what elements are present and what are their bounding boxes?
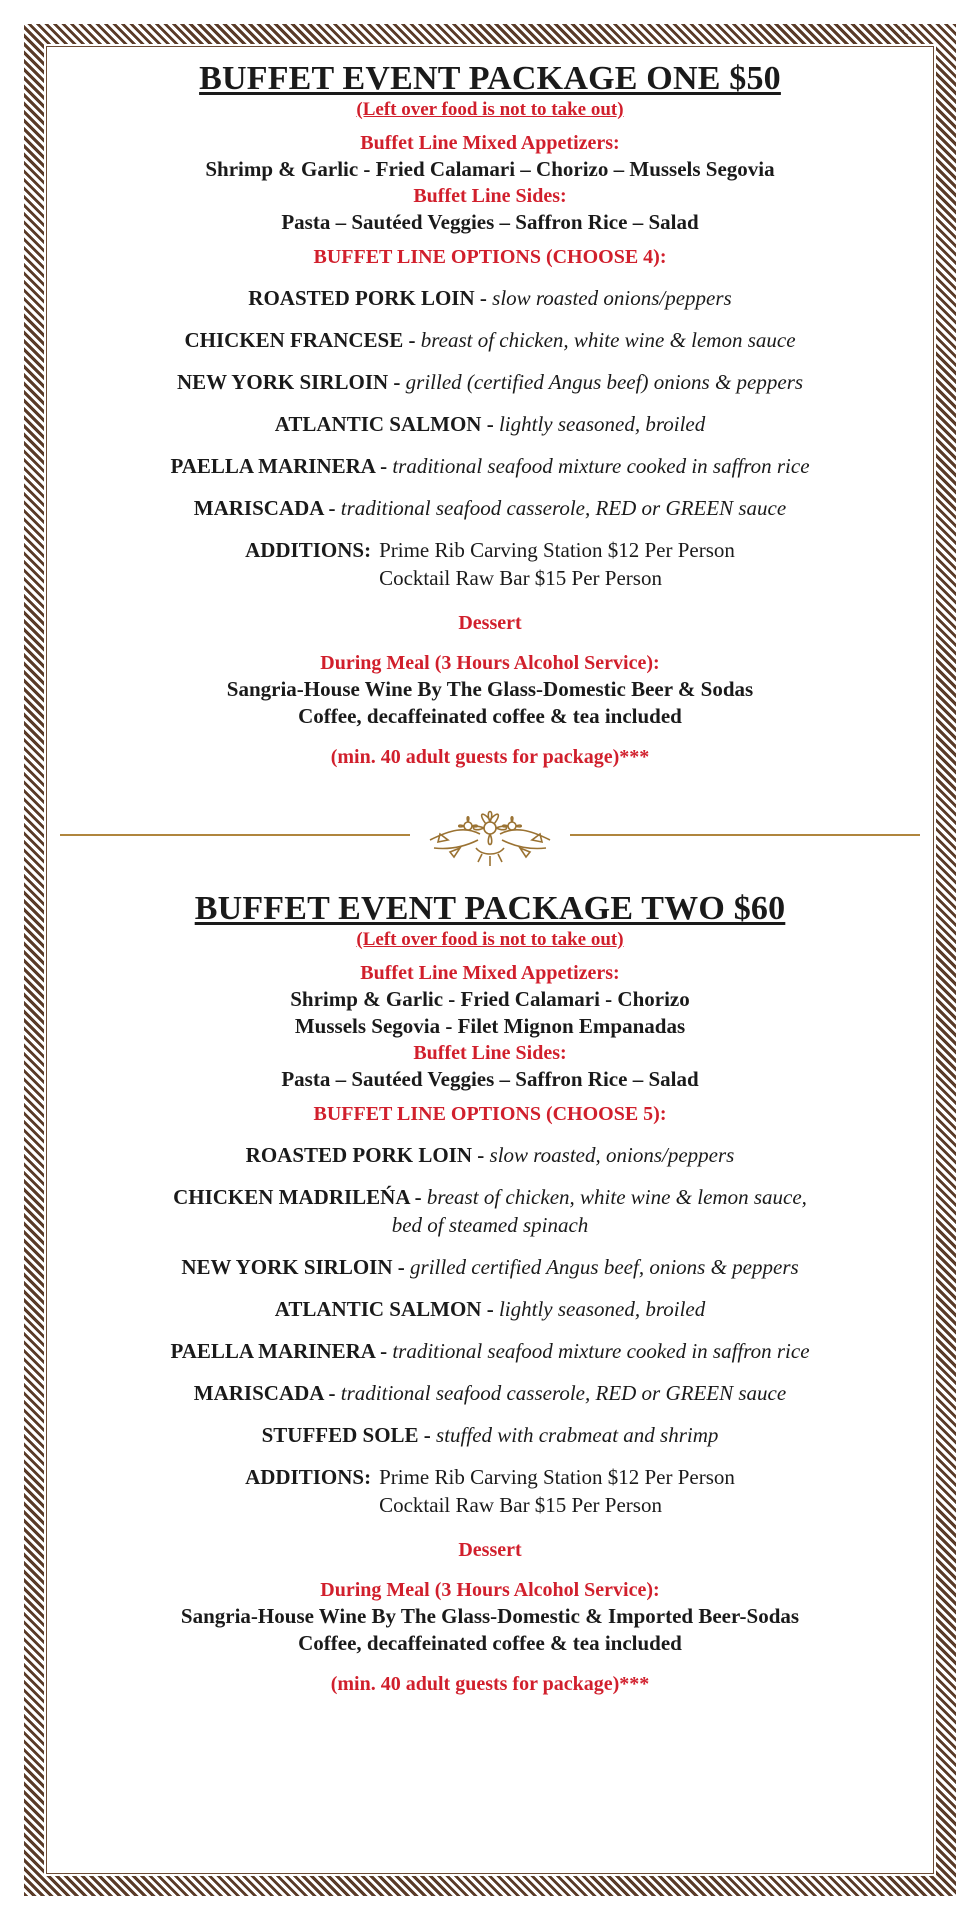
item-name: MARISCADA -: [193, 1381, 336, 1405]
during-meal-heading: During Meal (3 Hours Alcohol Service):: [320, 1579, 660, 1601]
menu-item: [60, 1379, 920, 1407]
item-name: NEW YORK SIRLOIN -: [181, 1255, 405, 1279]
item-description: breast of chicken, white wine & lemon sauce,: [426, 1185, 807, 1209]
menu-item: [60, 1141, 920, 1169]
addition-item: Prime Rib Carving Station $12 Per Person: [379, 1465, 735, 1489]
item-name: ROASTED PORK LOIN -: [245, 1143, 485, 1167]
menu-item: [60, 1183, 920, 1239]
package-title: BUFFET EVENT PACKAGE ONE $50: [199, 60, 781, 97]
package-title: BUFFET EVENT PACKAGE TWO $60: [194, 890, 786, 927]
during-meal-heading: During Meal (3 Hours Alcohol Service):: [320, 652, 660, 674]
package-two: [60, 890, 920, 1697]
appetizers-heading: Buffet Line Mixed Appetizers:: [360, 132, 620, 154]
menu-item: [60, 452, 920, 480]
item-description: breast of chicken, white wine & lemon sauce: [420, 328, 796, 352]
item-description: traditional seafood mixture cooked in saffron rice: [392, 1339, 810, 1363]
minimum-guests-note: (min. 40 adult guests for package)***: [330, 1673, 650, 1695]
item-name: CHICKEN FRANCESE -: [184, 328, 416, 352]
item-description-line2: bed of steamed spinach: [391, 1213, 589, 1237]
takeout-note: (Left over food is not to take out): [356, 929, 624, 950]
item-name: ROASTED PORK LOIN -: [248, 286, 487, 310]
item-description: stuffed with crabmeat and shrimp: [436, 1423, 719, 1447]
item-description: lightly seasoned, broiled: [498, 412, 706, 436]
package-one: [60, 60, 920, 770]
menu-item: [60, 284, 920, 312]
sides-line: Pasta – Sautéed Veggies – Saffron Rice – Salad: [281, 1067, 699, 1091]
item-description: lightly seasoned, broiled: [498, 1297, 706, 1321]
addition-item: Prime Rib Carving Station $12 Per Person: [379, 538, 735, 562]
additions-label: ADDITIONS:: [245, 538, 372, 562]
options-heading: BUFFET LINE OPTIONS (CHOOSE 5):: [313, 1103, 667, 1125]
options-heading: BUFFET LINE OPTIONS (CHOOSE 4):: [313, 246, 667, 268]
appetizers-line: Shrimp & Garlic - Fried Calamari – Chorizo – Mussels Segovia: [205, 157, 775, 181]
sides-heading: Buffet Line Sides:: [413, 185, 567, 207]
floral-ornament-icon: [420, 796, 560, 872]
drinks-line: Sangria-House Wine By The Glass-Domestic & Imported Beer-Sodas: [180, 1604, 800, 1628]
additions: [60, 1463, 920, 1519]
item-description: slow roasted onions/peppers: [492, 286, 732, 310]
additions: [60, 536, 920, 592]
sides-line: Pasta – Sautéed Veggies – Saffron Rice – Salad: [281, 210, 699, 234]
item-name: ATLANTIC SALMON -: [274, 1297, 494, 1321]
minimum-guests-note: (min. 40 adult guests for package)***: [330, 746, 650, 768]
item-name: PAELLA MARINERA -: [170, 1339, 388, 1363]
appetizers-line: Mussels Segovia - Filet Mignon Empanadas: [294, 1014, 686, 1038]
item-description: grilled (certified Angus beef) onions & peppers: [405, 370, 804, 394]
item-name: STUFFED SOLE -: [261, 1423, 431, 1447]
sides-heading: Buffet Line Sides:: [413, 1042, 567, 1064]
drinks-line: Sangria-House Wine By The Glass-Domestic Beer & Sodas: [226, 677, 754, 701]
section-divider: [60, 794, 920, 874]
appetizers-heading: Buffet Line Mixed Appetizers:: [360, 962, 620, 984]
item-name: NEW YORK SIRLOIN -: [176, 370, 401, 394]
item-name: ATLANTIC SALMON -: [274, 412, 494, 436]
menu-content: [60, 60, 920, 1697]
item-description: slow roasted, onions/peppers: [489, 1143, 735, 1167]
coffee-line: Coffee, decaffeinated coffee & tea included: [298, 1631, 682, 1655]
menu-item: [60, 1253, 920, 1281]
appetizers-line: Shrimp & Garlic - Fried Calamari - Chorizo: [290, 987, 690, 1011]
item-description: traditional seafood mixture cooked in saffron rice: [392, 454, 810, 478]
additions-label: ADDITIONS:: [245, 1465, 372, 1489]
menu-item: [60, 1337, 920, 1365]
item-name: MARISCADA -: [193, 496, 336, 520]
item-name: CHICKEN MADRILEŃA -: [173, 1185, 422, 1209]
item-description: grilled certified Angus beef, onions & peppers: [410, 1255, 799, 1279]
menu-item: [60, 410, 920, 438]
addition-item: Cocktail Raw Bar $15 Per Person: [379, 566, 662, 590]
menu-item: [60, 1421, 920, 1449]
item-name: PAELLA MARINERA -: [170, 454, 388, 478]
menu-item: [60, 1295, 920, 1323]
addition-item: Cocktail Raw Bar $15 Per Person: [379, 1493, 662, 1517]
dessert-heading: Dessert: [458, 1539, 522, 1561]
coffee-line: Coffee, decaffeinated coffee & tea included: [298, 704, 682, 728]
item-description: traditional seafood casserole, RED or GREEN sauce: [340, 1381, 787, 1405]
takeout-note: (Left over food is not to take out): [356, 99, 624, 120]
menu-item: [60, 494, 920, 522]
item-description: traditional seafood casserole, RED or GREEN sauce: [340, 496, 787, 520]
menu-item: [60, 326, 920, 354]
dessert-heading: Dessert: [458, 612, 522, 634]
menu-item: [60, 368, 920, 396]
